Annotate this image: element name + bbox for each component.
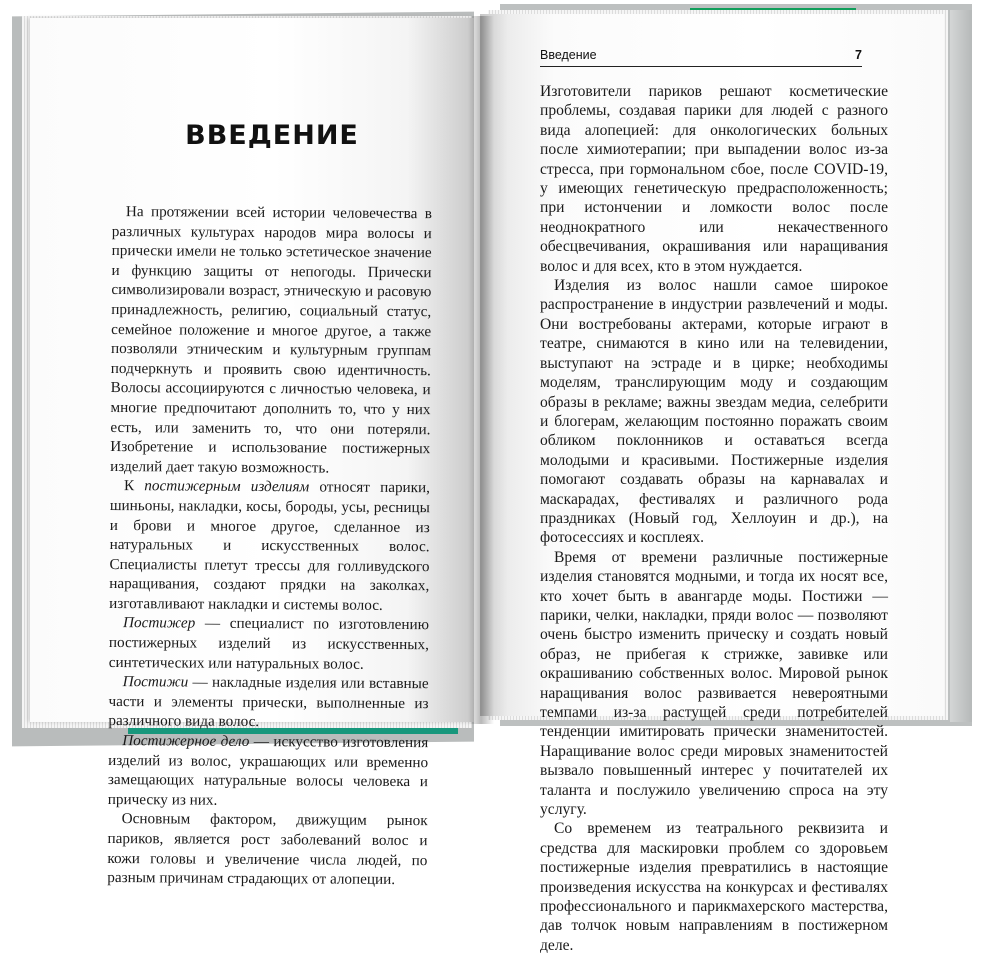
running-header-title: Введение	[540, 48, 597, 62]
paragraph	[110, 202, 432, 479]
text-run: Основным фактором, движущим рынок париков, является рост заболеваний волос и кожи головы и увеличение числа людей, по разным причинам страдающих от алопеции.	[107, 810, 428, 889]
text-run: — накладные изделия или вставные части и элементы прически, выполненные из различного вида волос.	[108, 673, 429, 731]
paragraph: Время от времени различные постижерные изделия становятся модными, и тогда их носят все, кто хочет быть в авангарде моды. Постижи — парики, челки, накладки, пряди волос — позволяют очень быстро изменить прическу и создать новый образ, не прибегая к стрижке, завивке или окрашиванию собственных волос. Мировой рынок наращивания волос развивается невероятными темпами из-за растущей среди потребителей тенденции имитировать прически знаменитостей. Наращивание волос среди мировых знаменитостей вызвало повышенный интерес у почитателей их таланта и послужило увеличению спроса на эту услугу.	[540, 548, 888, 819]
term: постижерным изделиям	[144, 477, 310, 496]
chapter-heading: ВВЕДЕНИЕ	[185, 120, 359, 151]
running-header	[540, 48, 862, 67]
text-run: На протяжении всей истории человечества в различных культурах народов мира волосы и прически имели не только эстетическое значение и функцию защиты от непогоды. Прически символизировали возраст, этническую и расовую принадлежность, религию, социальный статус, семейное положение и многое другое, а также позволяли этническим и культурным группам подчеркнуть и проявить свою идентичность. Волосы ассоциируются с личностью человека, и многие предпочитают дополнить то, что у них есть, или заменить то, что они потеряли. Изобретение и использование постижерных изделий дает такую возможность.	[110, 203, 432, 477]
left-page-text	[107, 202, 432, 890]
paragraph	[108, 731, 429, 812]
text-run: К	[123, 477, 145, 495]
text-run: — специалист по изготовлению постижерных изделий из искусственных, синтетических или натуральных волос.	[108, 615, 430, 673]
term: Постижер	[123, 614, 196, 633]
right-page-text	[540, 82, 888, 955]
paragraph: Изделия из волос нашли самое широкое распространение в индустрии развлечений и моды. Они востребованы актерами, которые играют в театре, снимаются в кино или на телевидении, выступают на эстраде и в цирке; необходимы моделям, транслирующим моду и создающим образы в рекламе; важны звездам медиа, селебрити и блогерам, желающим постоянно поражать своим обликом поклонников и оставаться всегда молодыми и красивыми. Постижерные изделия помогают создавать образы на карнавалах и маскарадах, фестивалях и различного рода праздниках (Новый год, Хеллоуин и др.), на фотосессиях и косплеях.	[540, 277, 888, 547]
term: Постижерное дело	[122, 732, 250, 751]
paragraph	[108, 672, 428, 733]
text-run: относят парики, шиньоны, накладки, косы, бороды, усы, ресницы и брови и многое другое, сделанное из натуральных и искусственных волос. Специалисты плетут трессы для голливудского наращивания, создают прядки на заколках, изготавливают накладки и системы волос.	[109, 478, 431, 614]
term: Постижи	[122, 673, 189, 691]
page-number: 7	[855, 48, 862, 62]
paragraph	[109, 613, 429, 674]
paragraph: Изготовители париков решают косметические проблемы, создавая парики для людей с разного вида алопецией: для онкологических больных после химиотерапии; при выпадении волос из-за стресса, при гормональном сбое, после COVID-19, у имеющих генетическую предрасположенность; при истончении и ломкости волос после неоднократного или некачественного обесцвечивания, окрашивания или наращивания волос и для всех, кто в этом нуждается.	[540, 83, 888, 275]
paragraph	[107, 809, 428, 890]
paragraph	[109, 476, 430, 615]
book-cover-edge	[950, 10, 972, 722]
text-run: — искусство изготовления изделий из волос, украшающих или временно замещающих натуральные волосы человека и прическу из них.	[107, 733, 429, 809]
book-gutter	[468, 16, 494, 724]
paragraph: Со временем из театрального реквизита и средства для маскировки проблем со здоровьем постижерные изделия превратились в настоящие произведения искусства на конкурсах и фестивалях профессионального и парикмахерского мастерства, дав толчок новым направлениям в постижерном деле.	[540, 820, 888, 954]
